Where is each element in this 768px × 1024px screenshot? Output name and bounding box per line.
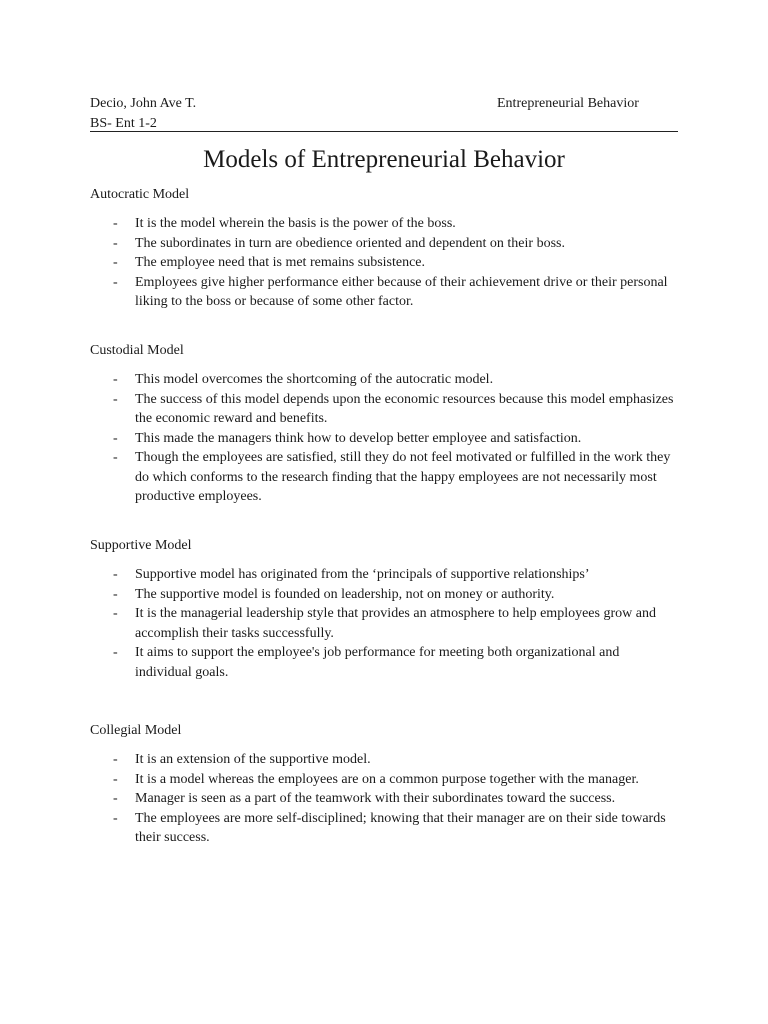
list-item xyxy=(90,253,678,273)
bullet-dash: - xyxy=(113,372,118,387)
list-item-text: Supportive model has originated from the ‘principals of supportive relationships’ xyxy=(135,567,590,582)
list-item xyxy=(90,370,678,390)
section-autocratic-model xyxy=(90,185,678,312)
bullet-dash: - xyxy=(113,771,118,787)
list-item-text: Though the employees are satisfied, still they do not feel motivated or fulfilled in the work they do which conforms to the research finding that the happy employees are not necessarily most productive employees. xyxy=(135,450,671,504)
bullet-dash: - xyxy=(113,586,118,602)
list-item-text: The subordinates in turn are obedience oriented and dependent on their boss. xyxy=(135,235,565,251)
section-custodial-model xyxy=(90,341,678,507)
bullet-dash: - xyxy=(113,274,118,290)
bullet-list xyxy=(90,750,678,848)
bullet-dash: - xyxy=(113,450,118,465)
bullet-dash: - xyxy=(113,430,118,446)
list-item xyxy=(90,585,678,605)
list-item-text: It aims to support the employee's job performance for meeting both organizational and individual goals. xyxy=(135,645,620,680)
section-heading: Autocratic Model xyxy=(90,187,190,202)
course-name: Entrepreneurial Behavior xyxy=(497,96,639,111)
list-item xyxy=(90,789,678,809)
list-item-text: Employees give higher performance either because of their achievement drive or their personal liking to the boss or because of some other factor. xyxy=(135,274,668,309)
list-item xyxy=(90,770,678,790)
header-divider xyxy=(90,131,678,132)
list-item-text: The employee need that is met remains subsistence. xyxy=(135,255,426,270)
document-title: Models of Entrepreneurial Behavior xyxy=(203,146,565,173)
list-item-text: It is a model whereas the employees are on a common purpose together with the manager. xyxy=(135,771,639,787)
list-item-text: It is the model wherein the basis is the power of the boss. xyxy=(135,216,456,231)
bullet-list xyxy=(90,214,678,312)
list-item-text: The employees are more self-disciplined; knowing that their manager are on their side towards their success. xyxy=(135,810,666,845)
section-heading: Collegial Model xyxy=(90,723,182,738)
list-item-text: This model overcomes the shortcoming of the autocratic model. xyxy=(135,372,494,387)
section-heading: Custodial Model xyxy=(90,343,184,358)
author-name: Decio, John Ave T. xyxy=(90,96,197,111)
list-item-text: The supportive model is founded on leadership, not on money or authority. xyxy=(135,586,555,602)
bullet-list xyxy=(90,370,678,507)
list-item xyxy=(90,565,678,585)
bullet-dash: - xyxy=(113,216,118,231)
section-supportive-model xyxy=(90,536,678,682)
list-item-text: It is an extension of the supportive model. xyxy=(135,752,371,767)
list-item-text: This made the managers think how to develop better employee and satisfaction. xyxy=(135,430,582,446)
bullet-dash: - xyxy=(113,567,118,582)
list-item xyxy=(90,234,678,254)
bullet-dash: - xyxy=(113,255,118,270)
section-collegial-model xyxy=(90,721,678,848)
list-item-text: Manager is seen as a part of the teamwork with their subordinates toward the success. xyxy=(135,791,616,806)
bullet-dash: - xyxy=(113,791,118,806)
author-block xyxy=(90,94,196,134)
bullet-list xyxy=(90,565,678,682)
bullet-dash: - xyxy=(113,645,118,660)
list-item xyxy=(90,273,678,312)
list-item xyxy=(90,643,678,682)
bullet-dash: - xyxy=(113,391,118,407)
list-item xyxy=(90,448,678,507)
bullet-dash: - xyxy=(113,752,118,767)
bullet-dash: - xyxy=(113,810,118,826)
author-class: BS- Ent 1-2 xyxy=(90,116,157,131)
list-item-text: It is the managerial leadership style that provides an atmosphere to help employees grow and accomplish their tasks successfully. xyxy=(135,606,656,641)
list-item xyxy=(90,750,678,770)
list-item xyxy=(90,809,678,848)
bullet-dash: - xyxy=(113,606,118,621)
bullet-dash: - xyxy=(113,235,118,251)
list-item xyxy=(90,214,678,234)
section-heading: Supportive Model xyxy=(90,538,192,553)
list-item xyxy=(90,429,678,449)
list-item xyxy=(90,604,678,643)
list-item xyxy=(90,390,678,429)
list-item-text: The success of this model depends upon the economic resources because this model emphasizes the economic reward and benefits. xyxy=(135,391,674,426)
